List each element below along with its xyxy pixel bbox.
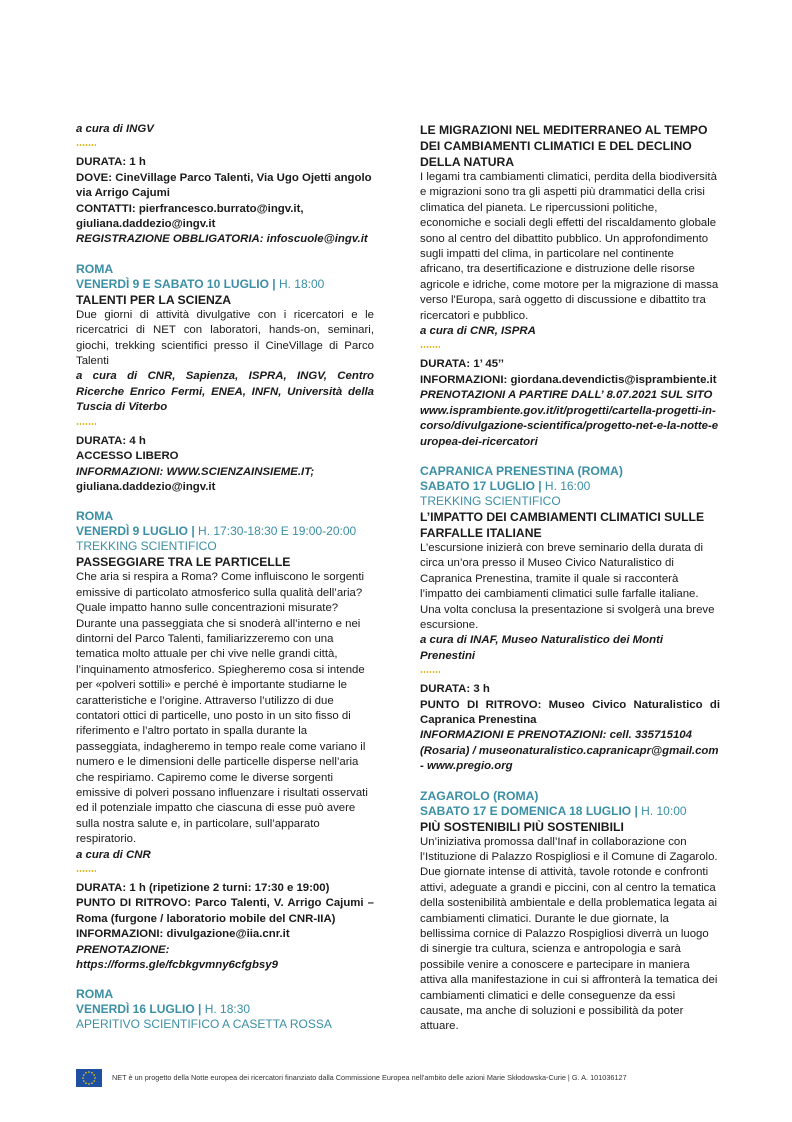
talenti-curator: a cura di CNR, Sapienza, ISPRA, INGV, Centro Ricerche Enrico Fermi, ENEA, INFN, Università della Tuscia di Viterbo (76, 370, 374, 414)
ingv-registration: REGISTRAZIONE OBBLIGATORIA: infoscuole@ingv.it (76, 233, 368, 246)
left-column (76, 122, 374, 1032)
talenti-date-label: VENERDÌ 9 E SABATO 10 LUGLIO | (76, 276, 276, 291)
separator (76, 870, 96, 872)
talenti-access: ACCESSO LIBERO (76, 450, 179, 463)
farfalle-meeting: PUNTO DI RITROVO: Museo Civico Naturalistico di Capranica Prenestina (420, 698, 720, 726)
farfalle-description: L’escursione inizierà con breve seminario della durata di circa un’ora presso il Museo Civico Naturalistico di Capranica Prenestina, tramite il quale si racconterà l’impatto dei cambiamenti climatici sulle farfalle italiane. Una volta conclusa la presentazione si svolgerà una breve escursione. (420, 541, 715, 631)
farfalle-info: INFORMAZIONI E PRENOTAZIONI: cell. 335715104 (Rosaria) / museonaturalistico.capranicapr@gmail.com - www.pregio.org (420, 729, 719, 773)
zagarolo-city: ZAGAROLO (ROMA) (420, 788, 539, 803)
talenti-title: TALENTI PER LA SCIENZA (76, 292, 232, 307)
particelle-date (76, 524, 374, 539)
zagarolo-title: PIÙ SOSTENIBILI PIÙ SOSTENIBILI (420, 819, 624, 834)
particelle-duration: DURATA: 1 h (ripetizione 2 turni: 17:30 e 19:00) (76, 882, 330, 895)
farfalle-city: CAPRANICA PRENESTINA (ROMA) (420, 463, 623, 478)
particelle-curator: a cura di CNR (76, 848, 151, 861)
farfalle-date (420, 479, 720, 494)
eu-star (82, 1077, 84, 1079)
eu-star (83, 1074, 85, 1076)
migrazioni-curator: a cura di CNR, ISPRA (420, 325, 536, 338)
particelle-category: TREKKING SCIENTIFICO (76, 539, 217, 554)
eu-star (93, 1074, 95, 1076)
zagarolo-description: Un’iniziativa promossa dall’Inaf in collaborazione con l’Istituzione di Palazzo Rospigliosi e il Comune di Zagarolo. Due giornate intense di attività, tavole rotonde e confronti attivi, adeguate a grandi e piccini, con al centro la tematica della sostenibilità ambientale e della problematica legata ai cambiamenti climatici. Durante le due giornate, la bellissima cornice di Palazzo Rospigliosi diverrà un luogo di sinergie tra cultura, scienza e antropologia e sarà possibile venire a conoscere e partecipare in maniera attiva alla manifestazione in cui si affronterà la tematica dei cambiamenti climatici e delle conseguenze da essi causate, ma anche di soluzioni e possibilità da poter attuare. (420, 835, 718, 1033)
migrazioni-title: LE MIGRAZIONI NEL MEDITERRANEO AL TEMPO DEI CAMBIAMENTI CLIMATICI E DEL DECLINO DELLA NATURA (420, 123, 708, 169)
eu-star (94, 1077, 96, 1079)
migrazioni-booking: PRENOTAZIONI A PARTIRE DALL’ 8.07.2021 SUL SITO (420, 389, 713, 402)
talenti-city: ROMA (76, 261, 114, 276)
aperitivo-city: ROMA (76, 987, 114, 1002)
particelle-date-label: VENERDÌ 9 LUGLIO | (76, 524, 195, 539)
ingv-contacts: CONTATTI: pierfrancesco.burrato@ingv.it, giuliana.daddezio@ingv.it (76, 202, 304, 231)
farfalle-category: TREKKING SCIENTIFICO (420, 493, 561, 508)
separator (76, 144, 96, 146)
aperitivo-date-label: VENERDÌ 16 LUGLIO | (76, 1002, 202, 1017)
migrazioni-description: I legami tra cambiamenti climatici, perdita della biodiversità e migrazioni sono tra gli aspetti più drammatici della crisi climatica del pianeta. Le ripercussioni politiche, economiche e sociali degli effetti del riscaldamento globale sono al centro del dibattito pubblico. Un approfondimento sugli impatti del clima, in particolare nel continente africano, tra desertificazione e distruzione delle risorse agricole e idriche, come motore per la migrazione di massa verso l'Europa, sarà oggetto di discussione e dibattito tra ricercatori e pubblico. (420, 171, 719, 322)
eu-star (85, 1082, 87, 1084)
particelle-title: PASSEGGIARE TRA LE PARTICELLE (76, 555, 291, 570)
eu-star (91, 1072, 93, 1074)
migrazioni-info: INFORMAZIONI: giordana.devendictis@isprambiente.it (420, 373, 717, 386)
eu-star (88, 1083, 90, 1085)
ingv-place: DOVE: CineVillage Parco Talenti, Via Ugo Ojetti angolo via Arrigo Cajumi (76, 171, 372, 200)
zagarolo-time: H. 10:00 (637, 803, 687, 818)
separator (76, 423, 96, 425)
talenti-description: Due giorni di attività divulgative con i ricercatori e le ricercatrici di NET con laboratori, hands-on, seminari, giochi, trekking scientifici presso il CineVillage di Parco Talenti (76, 308, 374, 368)
talenti-email: giuliana.daddezio@ingv.it (76, 480, 216, 493)
footer (76, 1069, 726, 1089)
farfalle-title: L’IMPATTO DEI CAMBIAMENTI CLIMATICI SULLE FARFALLE ITALIANE (420, 509, 705, 540)
migrazioni-url[interactable]: www.isprambiente.gov.it/it/progetti/cartella-progetti-in-corso/divulgazione-scientifica/progetto-net-e-la-notte-europea-dei-ricercatori (420, 404, 719, 448)
migrazioni-duration: DURATA: 1’ 45’’ (420, 358, 504, 371)
footer-text: NET è un progetto della Notte europea dei ricercatori finanziato dalla Commissione Europea nell'ambito delle azioni Marie Skłodowska-Curie | G. A. 101036127 (112, 1073, 627, 1082)
particelle-meeting: PUNTO DI RITROVO: Parco Talenti, V. Arrigo Cajumi – Roma (furgone / laboratorio mobile del CNR-IIA) (76, 897, 374, 925)
ingv-duration: DURATA: 1 h (76, 156, 146, 169)
farfalle-curator: a cura di INAF, Museo Naturalistico dei Monti Prenestini (420, 634, 664, 662)
eu-flag-icon (76, 1069, 102, 1087)
talenti-time: H. 18:00 (275, 276, 325, 291)
talenti-duration: DURATA: 4 h (76, 434, 146, 447)
ingv-curator: a cura di INGV (76, 123, 154, 135)
particelle-booking: PRENOTAZIONE: https://forms.gle/fcbkgvmny6cfgbsy9 (76, 943, 278, 972)
particelle-city: ROMA (76, 509, 114, 524)
aperitivo-title: APERITIVO SCIENTIFICO A CASETTA ROSSA (76, 1017, 332, 1032)
separator (420, 671, 440, 673)
particelle-time: H. 17:30-18:30 E 19:00-20:00 (194, 524, 357, 539)
farfalle-time: H. 16:00 (541, 478, 591, 493)
eu-star (91, 1082, 93, 1084)
right-column (420, 122, 720, 1035)
aperitivo-time: H. 18:30 (201, 1002, 251, 1017)
eu-star (83, 1080, 85, 1082)
particelle-info: INFORMAZIONI: divulgazione@iia.cnr.it (76, 928, 290, 941)
talenti-date (76, 277, 374, 292)
eu-star (88, 1071, 90, 1073)
aperitivo-date (76, 1002, 374, 1017)
separator (420, 346, 440, 348)
talenti-info: INFORMAZIONI: WWW.SCIENZAINSIEME.IT; (76, 465, 315, 478)
zagarolo-date-label: SABATO 17 E DOMENICA 18 LUGLIO | (420, 803, 638, 818)
zagarolo-date (420, 804, 720, 819)
eu-star (93, 1080, 95, 1082)
particelle-description: Che aria si respira a Roma? Come influiscono le sorgenti emissive di particolato atmosferico sulla qualità dell’aria? Quale impatto hanno sulle concentrazioni misurate? Durante una passeggiata che si snoderà all’interno e nei dintorni del Parco Talenti, familiarizzeremo con una tematica molto attuale per chi vive nelle grandi città, l’inquinamento atmosferico. Spiegheremo cosa si intende per «polveri sottili» e perché è importante studiarne le caratteristiche e l’origine. Attraverso l’utilizzo di due contatori ottici di particelle, uno posto in un sito fisso di riferimento e l’altro portato in spalla durante la passeggiata, indagheremo in tempo reale come variano il numero e le dimensioni delle particelle disperse nell’aria che respiriamo. Capiremo come le diverse sorgenti emissive di polveri possano influenzare i risultati osservati ed il potenziale impatto che ciascuna di esse può avere sulla nostra salute e, in particolare, sull’apparato respiratorio. (76, 571, 368, 846)
eu-star (85, 1072, 87, 1074)
farfalle-duration: DURATA: 3 h (420, 683, 490, 696)
farfalle-date-label: SABATO 17 LUGLIO | (420, 478, 542, 493)
